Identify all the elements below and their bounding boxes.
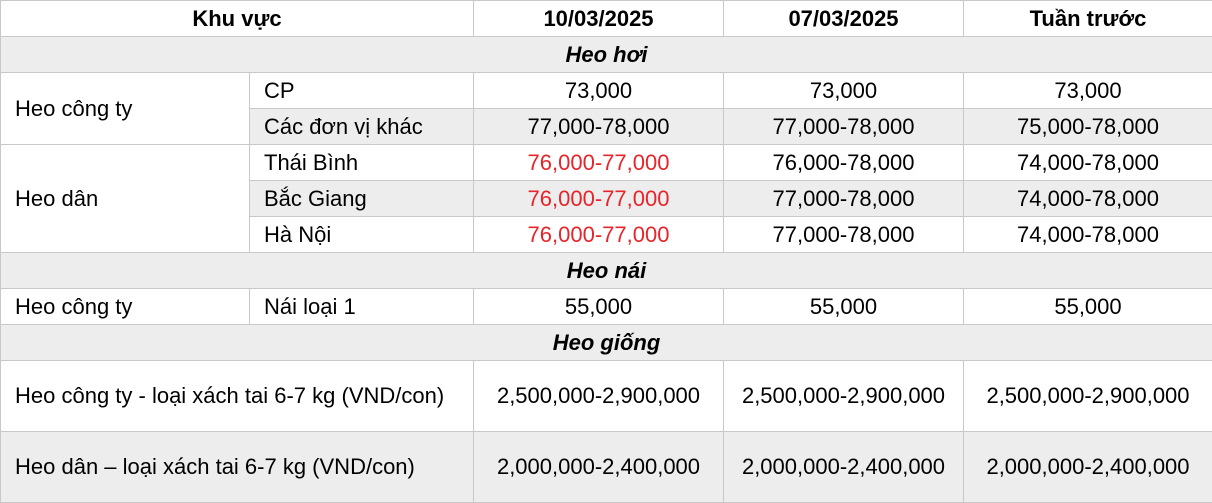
- section-row-breeding: [1, 325, 1212, 361]
- price-cell: 2,000,000-2,400,000: [964, 432, 1212, 503]
- price-cell: 76,000-78,000: [724, 145, 964, 181]
- header-last-week: Tuần trước: [964, 1, 1212, 37]
- row-label: Bắc Giang: [250, 181, 474, 217]
- table-row: [1, 361, 1212, 432]
- row-label: Hà Nội: [250, 217, 474, 253]
- group-label-company: Heo công ty: [1, 289, 250, 325]
- table-row: [1, 289, 1212, 325]
- table-row: [1, 73, 1212, 109]
- group-label-company: Heo công ty: [1, 73, 250, 145]
- price-cell: 2,500,000-2,900,000: [964, 361, 1212, 432]
- row-label: Heo công ty - loại xách tai 6-7 kg (VND/con): [1, 361, 474, 432]
- price-cell: 74,000-78,000: [964, 181, 1212, 217]
- table-row: [1, 432, 1212, 503]
- price-cell: 55,000: [724, 289, 964, 325]
- header-row: [1, 1, 1212, 37]
- price-cell: 2,500,000-2,900,000: [474, 361, 724, 432]
- header-region: Khu vực: [1, 1, 474, 37]
- price-cell: 77,000-78,000: [724, 109, 964, 145]
- section-row-sow: [1, 253, 1212, 289]
- section-title-live-hog: Heo hơi: [1, 37, 1212, 73]
- price-cell: 77,000-78,000: [474, 109, 724, 145]
- row-label: Nái loại 1: [250, 289, 474, 325]
- row-label: Các đơn vị khác: [250, 109, 474, 145]
- price-cell-decrease: 76,000-77,000: [474, 145, 724, 181]
- price-cell: 75,000-78,000: [964, 109, 1212, 145]
- price-cell: 77,000-78,000: [724, 181, 964, 217]
- header-date-1: 10/03/2025: [474, 1, 724, 37]
- price-cell: 73,000: [724, 73, 964, 109]
- row-label: CP: [250, 73, 474, 109]
- section-title-breeding: Heo giống: [1, 325, 1212, 361]
- row-label: Heo dân – loại xách tai 6-7 kg (VND/con): [1, 432, 474, 503]
- price-cell: 77,000-78,000: [724, 217, 964, 253]
- section-row-live-hog: [1, 37, 1212, 73]
- price-cell: 73,000: [964, 73, 1212, 109]
- group-label-household: Heo dân: [1, 145, 250, 253]
- price-cell: 55,000: [474, 289, 724, 325]
- price-cell: 2,500,000-2,900,000: [724, 361, 964, 432]
- price-cell: 74,000-78,000: [964, 145, 1212, 181]
- price-cell-decrease: 76,000-77,000: [474, 181, 724, 217]
- section-title-sow: Heo nái: [1, 253, 1212, 289]
- header-date-2: 07/03/2025: [724, 1, 964, 37]
- price-cell: 2,000,000-2,400,000: [474, 432, 724, 503]
- row-label: Thái Bình: [250, 145, 474, 181]
- price-cell: 74,000-78,000: [964, 217, 1212, 253]
- table-row: [1, 145, 1212, 181]
- price-cell: 73,000: [474, 73, 724, 109]
- price-cell: 2,000,000-2,400,000: [724, 432, 964, 503]
- price-cell-decrease: 76,000-77,000: [474, 217, 724, 253]
- price-cell: 55,000: [964, 289, 1212, 325]
